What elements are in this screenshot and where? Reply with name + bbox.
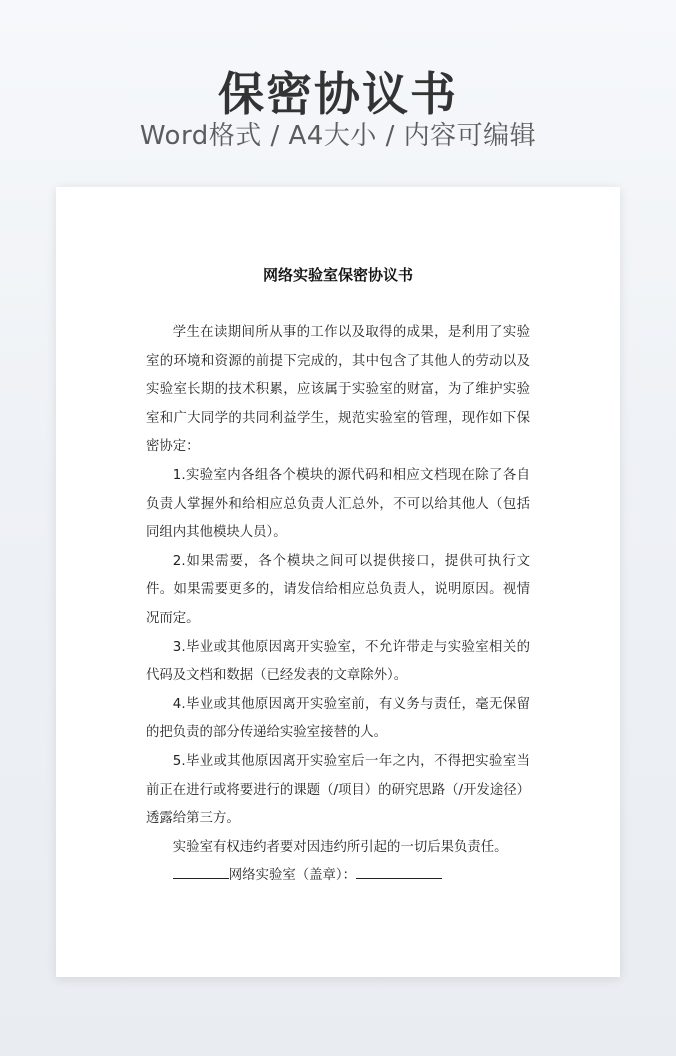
signature-line [146, 862, 530, 891]
clause-3: 3.毕业或其他原因离开实验室，不允许带走与实验室相关的代码及文档和数据（已经发表的文章除外）。 [146, 639, 530, 684]
banner-subtitle: Word格式 / A4大小 / 内容可编辑 [139, 121, 537, 151]
clause-4: 4.毕业或其他原因离开实验室前，有义务与责任，毫无保留的把负责的部分传递给实验室接替的人。 [146, 696, 530, 741]
clause-2: 2.如果需要，各个模块之间可以提供接口，提供可执行文件。如果需要更多的，请发信给相应总负责人，说明原因。视情况而定。 [146, 553, 530, 626]
signature-blank-seal[interactable] [356, 862, 442, 879]
document-title: 网络实验室保密协议书 [262, 266, 413, 284]
banner-title: 保密协议书 [218, 67, 458, 121]
signature-label: 网络实验室（盖章）： [228, 868, 357, 884]
clause-5: 5.毕业或其他原因离开实验室后一年之内，不得把实验室当前正在进行或将要进行的课题（/项目）的研究思路（/开发途径）透露给第三方。 [146, 753, 530, 827]
document-page [56, 187, 620, 977]
liability-paragraph: 实验室有权违约者要对因违约所引起的一切后果负责任。 [172, 839, 508, 855]
intro-paragraph: 学生在读期间所从事的工作以及取得的成果，是利用了实验室的环境和资源的前提下完成的，其中包含了其他人的劳动以及实验室长期的技术积累，应该属于实验室的财富，为了维护实验室和广大同学的共同利益学生，规范实验室的管理，现作如下保密协定： [146, 325, 530, 455]
document-body [146, 319, 530, 891]
signature-blank-name[interactable] [173, 862, 229, 879]
header-banner [0, 0, 676, 180]
clause-1: 1.实验室内各组各个模块的源代码和相应文档现在除了各自负责人掌握外和给相应总负责人汇总外，不可以给其他人（包括同组内其他模块人员）。 [146, 467, 530, 541]
